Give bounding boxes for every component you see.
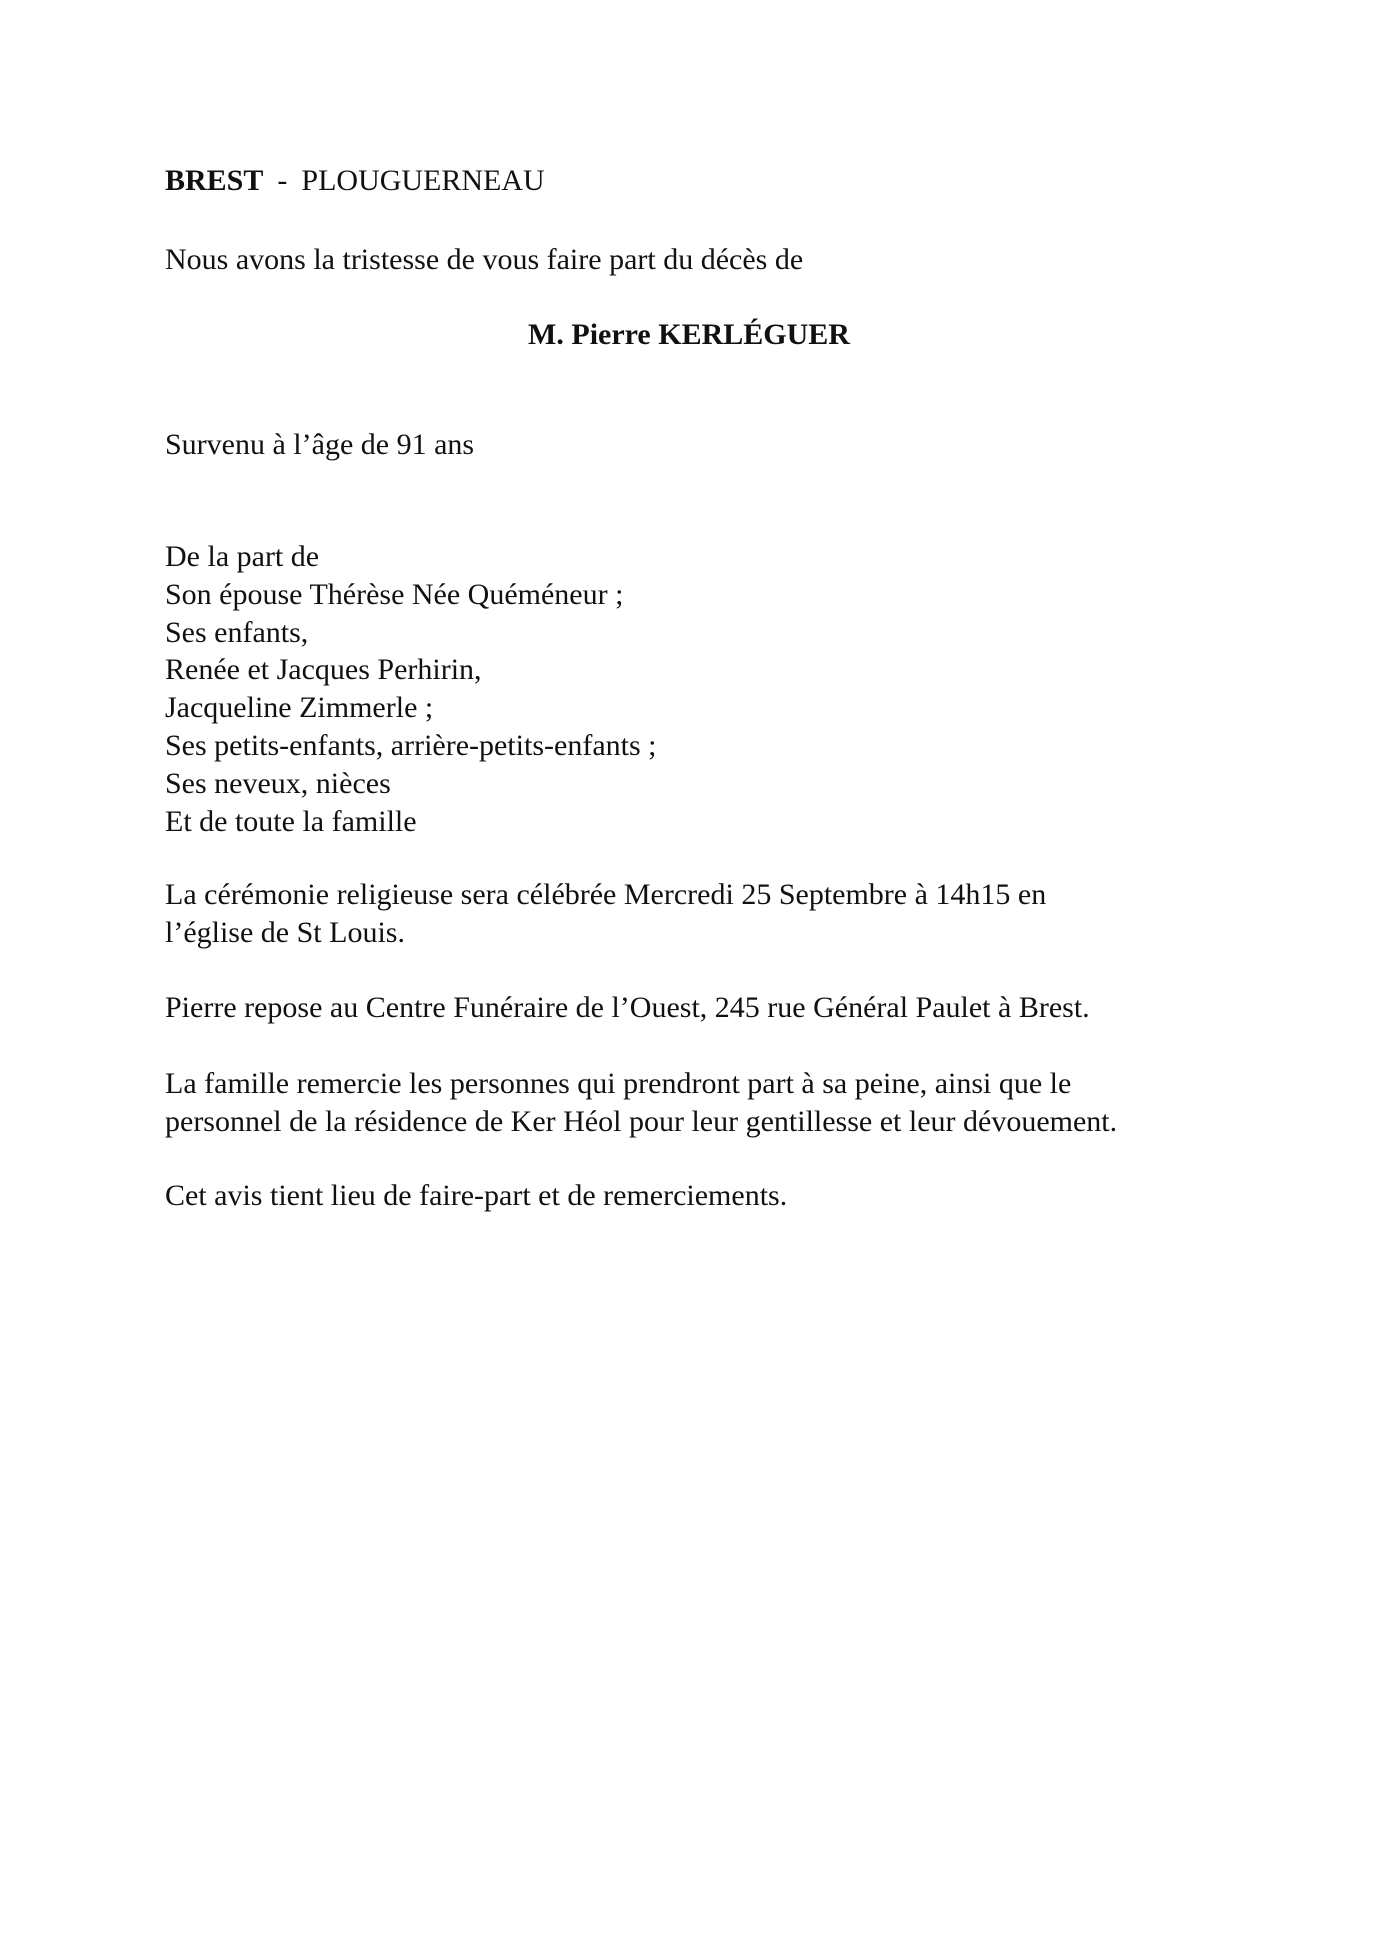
intro-text: Nous avons la tristesse de vous faire part du décès de xyxy=(165,243,804,276)
thanks-paragraph xyxy=(165,1065,1117,1141)
ceremony-line: l’église de St Louis. xyxy=(165,916,405,949)
city-name: BREST xyxy=(165,164,264,197)
thanks-line: personnel de la résidence de Ker Héol pour leur gentillesse et leur dévouement. xyxy=(165,1105,1118,1138)
age-text: Survenu à l’âge de 91 ans xyxy=(165,428,475,461)
family-line: Ses enfants, xyxy=(165,615,309,649)
ceremony-line: La cérémonie religieuse sera célébrée Mercredi 25 Septembre à 14h15 en xyxy=(165,878,1047,911)
family-line: Jacqueline Zimmerle ; xyxy=(165,691,434,725)
deceased-name: M. Pierre KERLÉGUER xyxy=(528,318,850,351)
family-line: Ses petits-enfants, arrière-petits-enfants ; xyxy=(165,728,657,762)
family-list xyxy=(165,538,656,840)
notice-line: Cet avis tient lieu de faire-part et de remerciements. xyxy=(165,1179,788,1212)
family-line: Et de toute la famille xyxy=(165,804,417,838)
notice-paragraph xyxy=(165,1177,787,1215)
town-name: PLOUGUERNEAU xyxy=(301,164,545,197)
thanks-line: La famille remercie les personnes qui prendront part à sa peine, ainsi que le xyxy=(165,1067,1072,1100)
family-line: Renée et Jacques Perhirin, xyxy=(165,653,482,687)
location-header xyxy=(165,162,545,200)
ceremony-paragraph xyxy=(165,876,1046,952)
family-line: Ses neveux, nièces xyxy=(165,766,391,800)
repose-line: Pierre repose au Centre Funéraire de l’Ouest, 245 rue Général Paulet à Brest. xyxy=(165,991,1090,1024)
family-line: Son épouse Thérèse Née Quéméneur ; xyxy=(165,577,624,611)
repose-paragraph xyxy=(165,989,1090,1027)
header-separator: - xyxy=(277,164,288,197)
family-line: De la part de xyxy=(165,540,320,573)
